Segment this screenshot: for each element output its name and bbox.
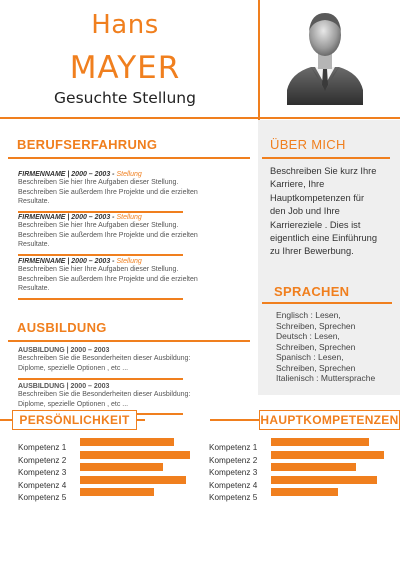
competency-skill-4: Kompetenz 4: [209, 475, 399, 488]
competency-skill-1: Kompetenz 1: [209, 437, 399, 450]
experience-separator-1: [18, 211, 183, 213]
skill-bar: [80, 488, 154, 496]
competency-skill-5: Kompetenz 5: [209, 487, 399, 500]
about-title: ÜBER MICH: [270, 137, 346, 152]
skill-bar: [80, 438, 174, 446]
skill-bar: [271, 488, 338, 496]
experience-entry-2: FIRMENNAME | 2000 – 2003 - Stellung Beschreiben Sie hier Ihre Aufgaben dieser Stellung. Beschreiben Sie außerdem Ihre Projekte und die erzielten Resultate.: [18, 214, 198, 248]
competencies-title: HAUPTKOMPETENZEN: [259, 410, 400, 430]
personality-skill-5: Kompetenz 5: [18, 487, 208, 500]
personality-skill-1: Kompetenz 1: [18, 437, 208, 450]
experience-entry-3: FIRMENNAME | 2000 – 2003 - Stellung Beschreiben Sie hier Ihre Aufgaben dieser Stellung. Beschreiben Sie außerdem Ihre Projekte und die erzielten Resultate.: [18, 258, 198, 292]
education-underline: [8, 340, 250, 342]
experience-separator-2: [18, 254, 183, 256]
experience-title: BERUFSERFAHRUNG: [17, 137, 158, 152]
languages-underline: [262, 302, 392, 304]
education-entry-2: AUSBILDUNG | 2000 – 2003 Beschreiben Sie die Besonderheiten dieser Ausbildung: Diplome, spezielle Optionen , etc ...: [18, 383, 191, 408]
competency-skill-2: Kompetenz 2: [209, 450, 399, 463]
header-divider-horizontal: [0, 117, 400, 119]
skill-bar: [271, 463, 356, 471]
experience-separator-3: [18, 298, 183, 300]
person-avatar-icon: [285, 5, 365, 105]
skill-bar: [80, 463, 163, 471]
personality-skill-3: Kompetenz 3: [18, 462, 208, 475]
experience-entry-1: FIRMENNAME | 2000 – 2003 - Stellung Beschreiben Sie hier Ihre Aufgaben dieser Stellung. Beschreiben Sie außerdem Ihre Projekte und die erzielten Resultate.: [18, 171, 198, 205]
personality-skill-4: Kompetenz 4: [18, 475, 208, 488]
personality-skill-2: Kompetenz 2: [18, 450, 208, 463]
education-title: AUSBILDUNG: [17, 320, 107, 335]
about-text: Beschreiben Sie kurz Ihre Karriere, Ihre Hauptkompetenzen für den Job und Ihre Karriereziele . Dies ist eigentlich eine Einführung zu Ihrer Bewerbung.: [270, 166, 377, 257]
personality-title: PERSÖNLICHKEIT: [12, 410, 137, 430]
header-divider-vertical: [258, 0, 260, 130]
personality-skills: [18, 437, 208, 500]
skill-bar: [80, 476, 186, 484]
about-underline: [262, 157, 390, 159]
skill-bar: [271, 438, 369, 446]
education-separator-1: [18, 378, 183, 380]
competencies-skills: [209, 437, 399, 500]
skill-bar: [271, 476, 377, 484]
experience-underline: [8, 157, 250, 159]
skill-bar: [271, 451, 384, 459]
languages-title: SPRACHEN: [274, 284, 350, 299]
skill-bar: [80, 451, 190, 459]
last-name: MAYER: [69, 50, 181, 86]
competency-skill-3: Kompetenz 3: [209, 462, 399, 475]
first-name: Hans: [91, 10, 159, 40]
languages-list: Englisch : Lesen, Schreiben, Sprechen Deutsch : Lesen, Schreiben, Sprechen Spanisch : Lesen, Schreiben, Sprechen Italienisch : Muttersprache: [276, 310, 376, 383]
desired-position: Gesuchte Stellung: [54, 89, 196, 107]
education-entry-1: AUSBILDUNG | 2000 – 2003 Beschreiben Sie die Besonderheiten dieser Ausbildung: Diplome, spezielle Optionen , etc ...: [18, 347, 191, 372]
